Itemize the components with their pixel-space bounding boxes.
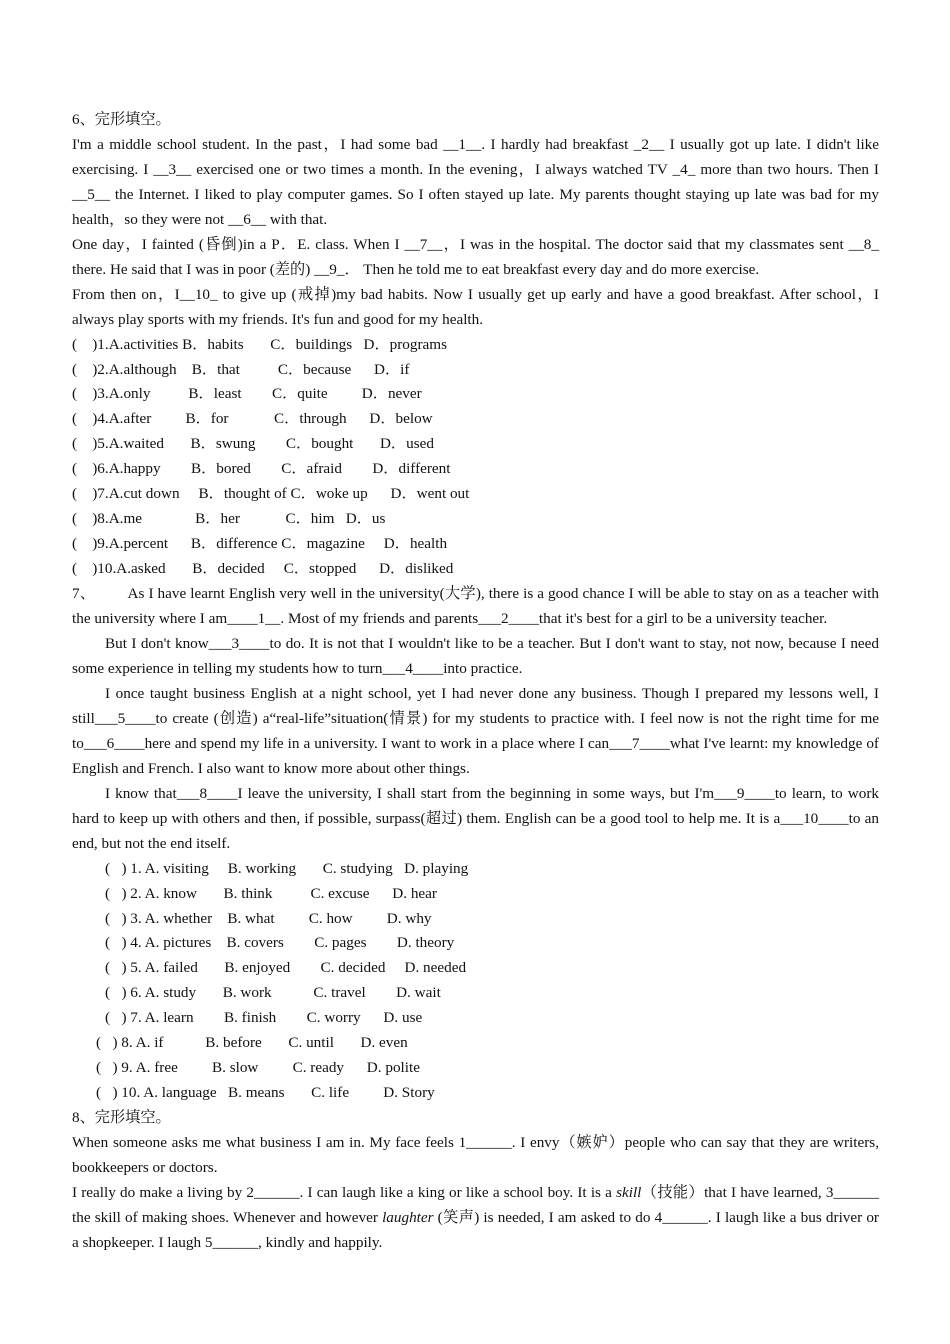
option-row: ( )3.A.only B．least C．quite D．never <box>72 385 422 403</box>
section-7-paragraph-4: I know that___8____I leave the university, I shall start from the beginning in some ways, but I'm___9____to learn, to work hard to keep up with others and then, if possible, surpass(超过) them. English can be a good tool to help me. It is a___10____to an end, but not the end itself. <box>72 784 879 852</box>
option-row: ( ) 3. A. whether B. what C. how D. why <box>105 909 432 927</box>
option-row: ( ) 2. A. know B. think C. excuse D. hear <box>105 884 437 902</box>
section-7-paragraph-2: But I don't know___3____to do. It is not that I wouldn't like to be a teacher. But I don't want to stay, not now, because I need some experience in telling my students how to turn___4____into practice. <box>72 635 879 677</box>
option-row: ( ) 6. A. study B. work C. travel D. wait <box>105 984 441 1002</box>
section-6-paragraph-3: From then on，I__10_ to give up (戒掉)my bad habits. Now I usually get up early and have a good breakfast. After school，I always play sports with my friends. It's fun and good for my health. <box>72 285 879 328</box>
section-8-paragraph-1: When someone asks me what business I am in. My face feels 1______. I envy（嫉妒）people who can say that they are writers, bookkeepers or doctors. <box>72 1134 879 1177</box>
option-row: ( )6.A.happy B．bored C．afraid D．different <box>72 460 451 478</box>
option-row: ( ) 9. A. free B. slow C. ready D. polite <box>96 1059 420 1077</box>
option-row: ( ) 10. A. language B. means C. life D. Story <box>96 1084 435 1102</box>
option-row: ( ) 8. A. if B. before C. until D. even <box>96 1034 408 1052</box>
section-6-heading: 6、完形填空。 <box>72 111 171 128</box>
section-6-paragraph-2: One day，I fainted (昏倒)in a P．E. class. When I __7__，I was in the hospital. The doctor said that my classmates sent __8_ there. He said that I was in poor (差的) __9_． Then he told me to eat breakfast every day and do more exercise. <box>72 235 879 278</box>
option-row: ( ) 7. A. learn B. finish C. worry D. use <box>105 1009 423 1027</box>
option-row: ( )2.A.although B．that C．because D．if <box>72 360 410 378</box>
section-6-paragraph-1: I'm a middle school student. In the past，I had some bad __1__. I hardly had breakfast _2__ I usually got up late. I didn't like exercising. I __3__ exercised one or two times a month. In the evening，I always watched TV _4_ more than two hours. Then I __5__ the Internet. I liked to play computer games. So I often stayed up late. My parents thought staying up late was bad for my health，so they were not __6__ with that. <box>72 135 879 228</box>
text-run: I really do make a living by 2______. I can laugh like a king or like a school boy. It is a <box>72 1183 617 1201</box>
document-page <box>72 108 883 1256</box>
section-7-options <box>72 857 879 1107</box>
option-row: ( ) 5. A. failed B. enjoyed C. decided D. needed <box>105 959 467 977</box>
section-6-options <box>72 333 879 583</box>
option-row: ( )8.A.me B．her C．him D．us <box>72 510 386 528</box>
section-8-paragraph-2 <box>72 1181 879 1256</box>
option-row: ( )7.A.cut down B．thought of C．woke up D．went out <box>72 485 470 503</box>
text-run: （技能）that I have learned, 3______ the skill of making shoes. Whenever and however <box>72 1183 879 1226</box>
italic-word-skill: skill <box>616 1183 642 1201</box>
italic-word-laughter: laughter <box>382 1208 434 1226</box>
option-row: ( )9.A.percent B．difference C．magazine D．health <box>72 535 448 553</box>
section-7-paragraph-3: I once taught business English at a night school, yet I had never done any business. Though I prepared my lessons well, I still___5____to create (创造) a“real-life”situation(情景) for my students to practice with. I feel now is not the right time for me to___6____here and spend my life in a university. I want to work in a place where I can___7____what I've learnt: my knowledge of English and French. I also want to know more about other things. <box>72 684 879 777</box>
option-row: ( )4.A.after B．for C．through D．below <box>72 410 433 428</box>
section-7-paragraph-1: 7、 As I have learnt English very well in the university(大学), there is a good chance I will be able to stay on as a teacher with the university where I am____1__. Most of my friends and parents___2____that it's best for a girl to be a university teacher. <box>72 585 883 628</box>
option-row: ( ) 4. A. pictures B. covers C. pages D. theory <box>105 934 455 952</box>
text-run: (笑声) is needed, I am asked to do 4______. I laugh like a bus driver or a shopkeeper. I laugh 5______, kindly and happily. <box>72 1208 879 1251</box>
option-row: ( )10.A.asked B．decided C．stopped D．disliked <box>72 560 454 578</box>
section-8-heading: 8、完形填空。 <box>72 1109 171 1127</box>
option-row: ( )5.A.waited B．swung C．bought D．used <box>72 435 434 453</box>
option-row: ( ) 1. A. visiting B. working C. studying D. playing <box>105 859 469 877</box>
option-row: ( )1.A.activities B．habits C．buildings D．programs <box>72 335 448 353</box>
